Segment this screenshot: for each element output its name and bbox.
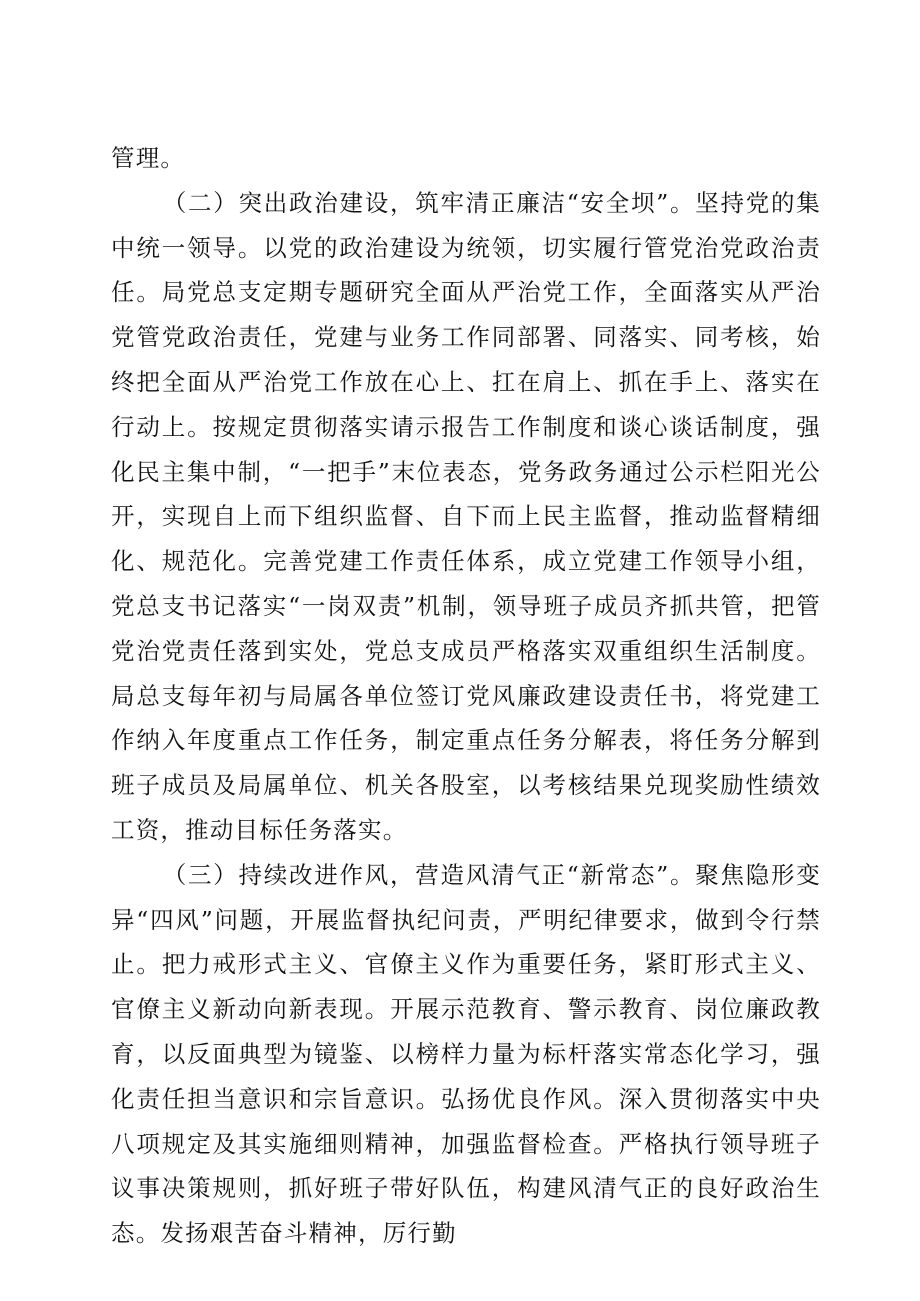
paragraph-political-building: （二）突出政治建设，筑牢清正廉洁“安全坝”。坚持党的集中统一领导。以党的政治建设为统领，切实履行管党治党政治责任。局党总支定期专题研究全面从严治党工作，全面落实从严治党管党政治责任，党建与业务工作同部署、同落实、同考核，始终把全面从严治党工作放在心上、扛在肩上、抓在手上、落实在行动上。按规定贯彻落实请示报告工作制度和谈心谈话制度，强化民主集中制，“一把手”末位表态，党务政务通过公示栏阳光公开，实现自上而下组织监督、自下而上民主监督，推动监督精细化、规范化。完善党建工作责任体系，成立党建工作领导小组，党总支书记落实“一岗双责”机制，领导班子成员齐抓共管，把管党治党责任落到实处，党总支成员严格落实双重组织生活制度。局总支每年初与局属各单位签订党风廉政建设责任书，将党建工作纳入年度重点工作任务，制定重点任务分解表，将任务分解到班子成员及局属单位、机关各股室，以考核结果兑现奖励性绩效工资，推动目标任务落实。 — [111, 188, 821, 844]
paragraph-work-style: （三）持续改进作风，营造风清气正“新常态”。聚焦隐形变异“四风”问题，开展监督执纪问责，严明纪律要求，做到令行禁止。把力戒形式主义、官僚主义作为重要任务，紧盯形式主义、官僚主义新动向新表现。开展示范教育、警示教育、岗位廉政教育，以反面典型为镜鉴、以榜样力量为标杆落实常态化学习，强化责任担当意识和宗旨意识。弘扬优良作风。深入贯彻落实中央八项规定及其实施细则精神，加强监督检查。严格执行领导班子议事决策规则，抓好班子带好队伍，构建风清气正的良好政治生态。发扬艰苦奋斗精神，厉行勤 — [111, 860, 821, 1248]
body-text — [111, 136, 821, 1256]
paragraph-continuation: 管理。 — [111, 144, 186, 172]
